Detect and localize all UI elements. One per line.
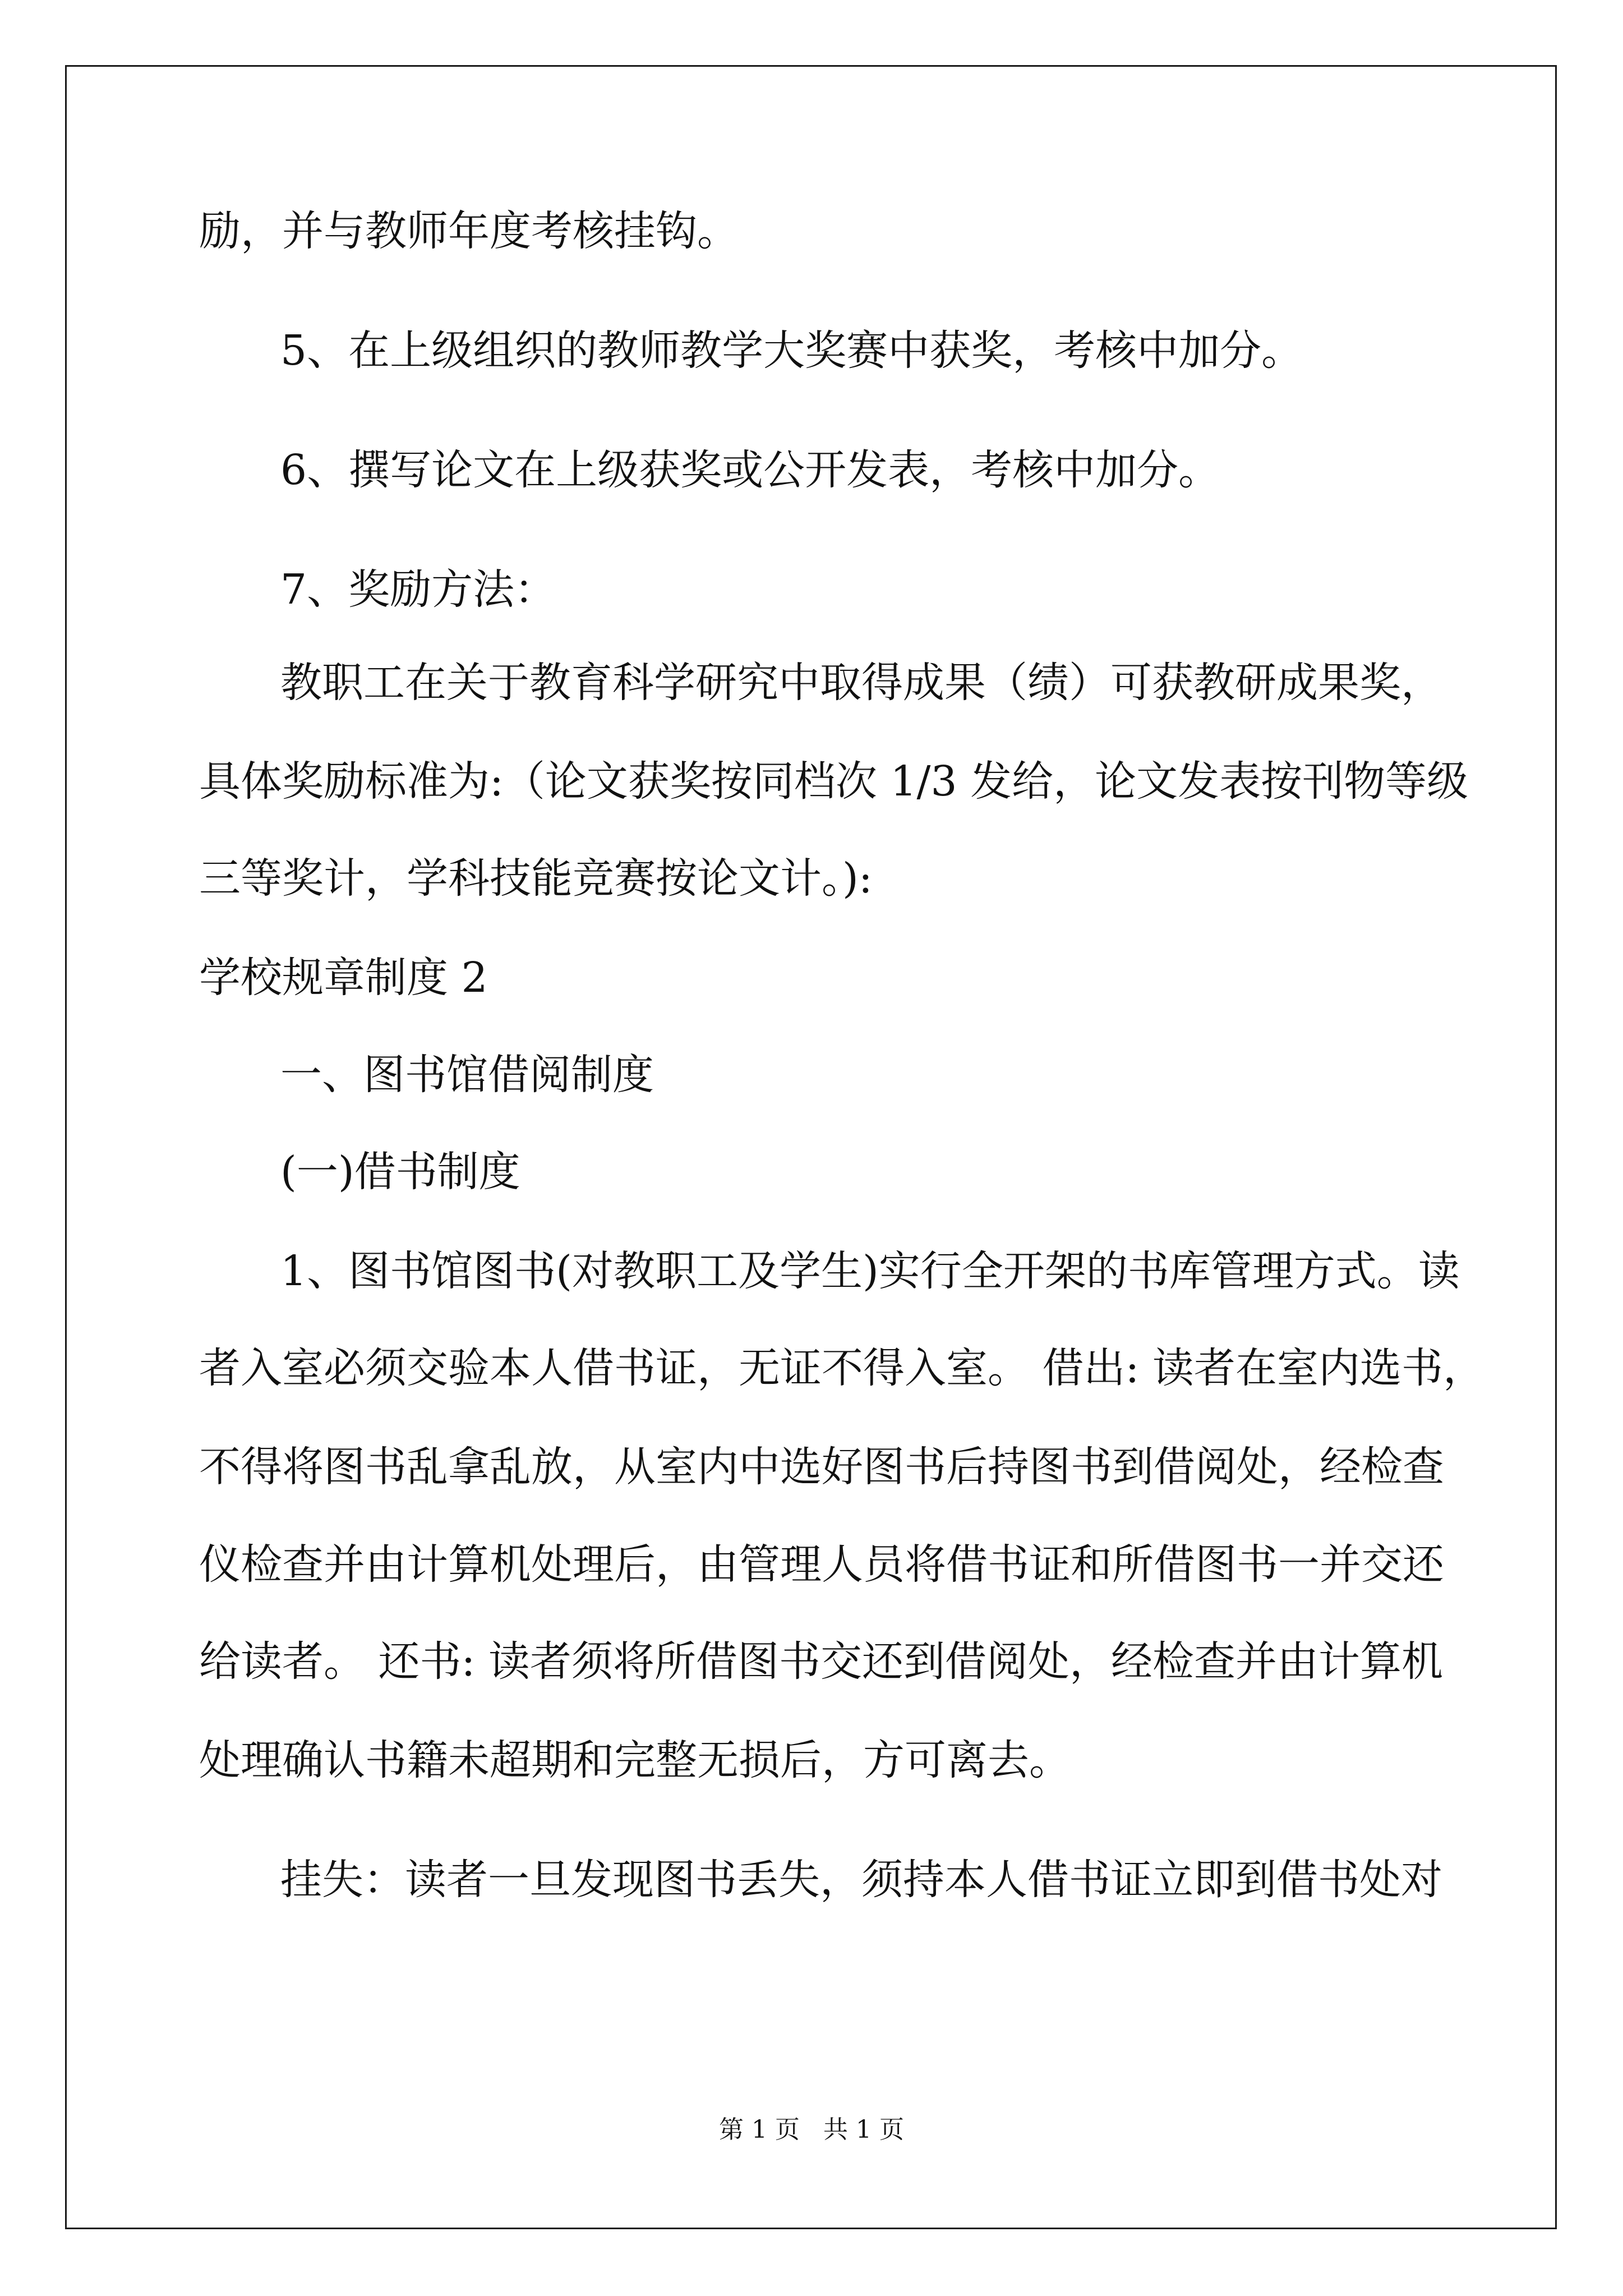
page-total: 共 1 页	[823, 2115, 904, 2144]
text-line-17: 挂失：读者一旦发现图书丢失，须持本人借书证立即到借书处对	[280, 1856, 1442, 1904]
page-footer	[0, 2109, 1623, 2145]
text-line-15: 给读者。 还书: 读者须将所借图书交还到借阅处，经检查并由计算机	[199, 1637, 1443, 1686]
text-line-4: 7、奖励方法：	[280, 565, 556, 614]
text-line-3: 6、撰写论文在上级获奖或公开发表，考核中加分。	[280, 446, 1220, 494]
text-line-16: 处理确认书籍未超期和完整无损后，方可离去。	[199, 1736, 1071, 1784]
text-line-14: 仪检查并由计算机处理后，由管理人员将借书证和所借图书一并交还	[199, 1540, 1444, 1589]
sub-subsection-heading: (一)借书制度	[280, 1148, 520, 1196]
text-line-11: 1、图书馆图书(对教职工及学生)实行全开架的书库管理方式。读	[280, 1247, 1460, 1295]
text-line-5: 教职工在关于教育科学研究中取得成果（绩）可获教研成果奖，	[280, 659, 1442, 707]
text-line-13: 不得将图书乱拿乱放，从室内中选好图书后持图书到借阅处，经检查	[199, 1443, 1444, 1491]
page-number: 第 1 页	[719, 2115, 800, 2144]
text-line-1: 励，并与教师年度考核挂钩。	[199, 207, 739, 255]
section-heading: 学校规章制度 2	[199, 954, 488, 1002]
text-line-2: 5、在上级组织的教师教学大奖赛中获奖，考核中加分。	[280, 326, 1303, 375]
text-line-7: 三等奖计，学科技能竞赛按论文计。):	[199, 854, 873, 903]
text-line-12: 者入室必须交验本人借书证，无证不得入室。 借出: 读者在室内选书，	[199, 1344, 1484, 1392]
text-line-6: 具体奖励标准为:（论文获奖按同档次 1/3 发给，论文发表按刊物等级	[199, 757, 1469, 806]
subsection-heading: 一、图书馆借阅制度	[280, 1051, 654, 1099]
